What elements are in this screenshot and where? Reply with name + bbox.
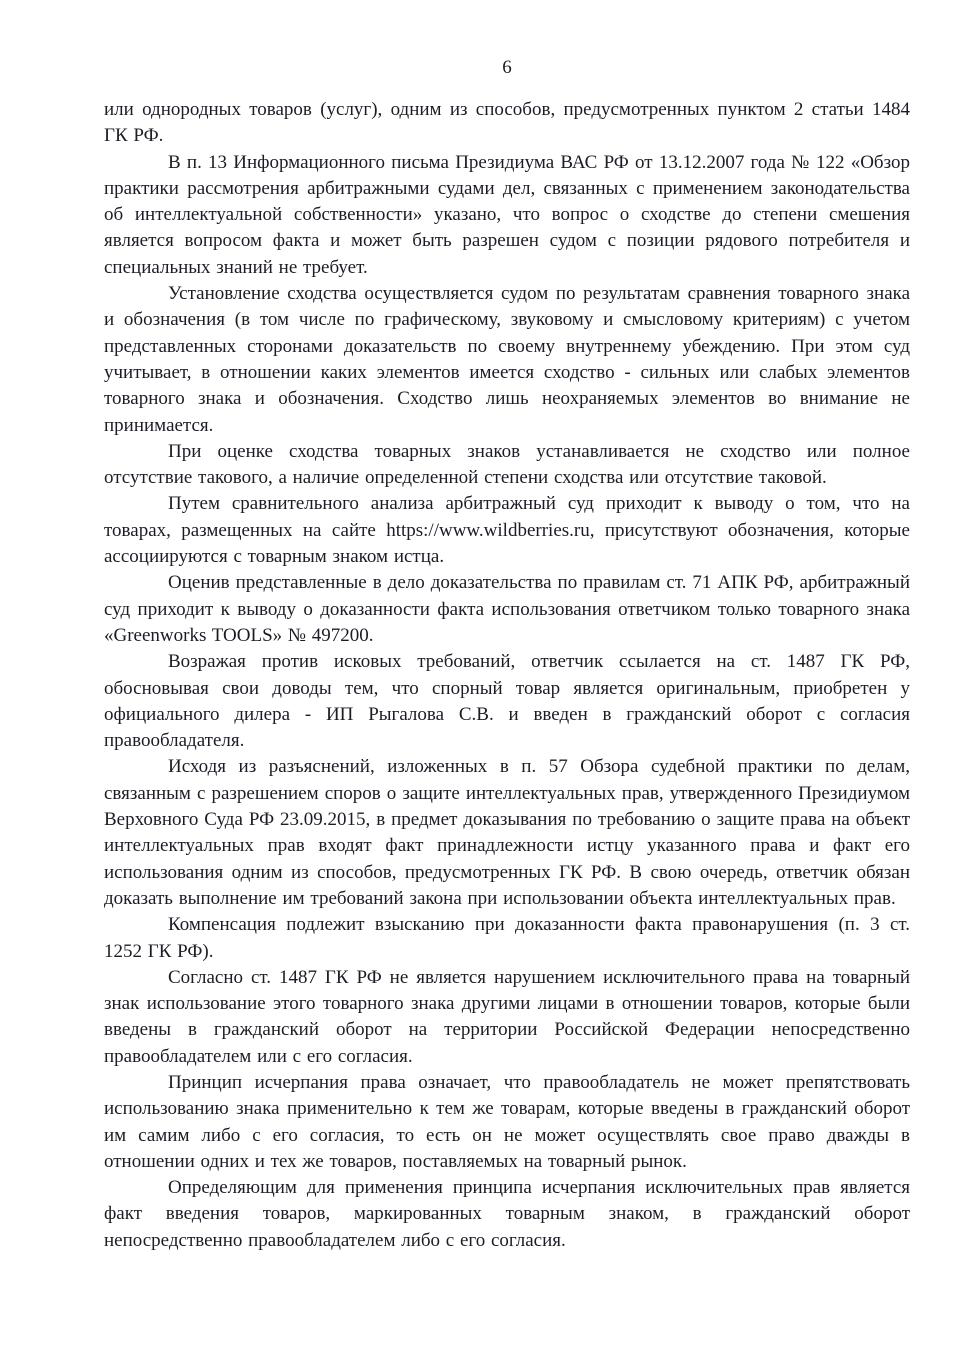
paragraph: Возражая против исковых требований, ответчик ссылается на ст. 1487 ГК РФ, обосновывая свои доводы тем, что спорный товар является оригинальным, приобретен у официального дилера - ИП Рыгалова С.В. и введен в гражданский оборот с согласия правообладателя. — [104, 651, 910, 752]
paragraph: Исходя из разъяснений, изложенных в п. 57 Обзора судебной практики по делам, связанным с разрешением споров о защите интеллектуальных прав, утвержденного Президиумом Верховного Суда РФ 23.09.2015, в предмет доказывания по требованию о защите права на объект интеллектуальных прав входят факт принадлежности истцу указанного права и факт его использования одним из способов, предусмотренных ГК РФ. В свою очередь, ответчик обязан доказать выполнение им требований закона при использовании объекта интеллектуальных прав. — [104, 756, 910, 909]
paragraph: Определяющим для применения принципа исчерпания исключительных прав является факт введения товаров, маркированных товарным знаком, в гражданский оборот непосредственно правообладателем либо с его согласия. — [104, 1177, 910, 1251]
paragraph: или однородных товаров (услуг), одним из способов, предусмотренных пунктом 2 статьи 1484 ГК РФ. — [104, 99, 910, 147]
page-number: 6 — [502, 57, 512, 78]
paragraph: Принцип исчерпания права означает, что правообладатель не может препятствовать использованию знака применительно к тем же товарам, которые введены в гражданский оборот им самим либо с его согласия, то есть он не может осуществлять свое право дважды в отношении одних и тех же товаров, поставляемых на товарный рынок. — [104, 1071, 910, 1172]
paragraph: Согласно ст. 1487 ГК РФ не является нарушением исключительного права на товарный знак использование этого товарного знака другими лицами в отношении товаров, которые были введены в гражданский оборот на территории Российской Федерации непосредственно правообладателем или с его согласия. — [104, 966, 910, 1067]
paragraph: Путем сравнительного анализа арбитражный суд приходит к выводу о том, что на товарах, размещенных на сайте https://www.wildberries.ru, присутствуют обозначения, которые ассоциируются с товарным знаком истца. — [104, 493, 910, 568]
paragraph: В п. 13 Информационного письма Президиума ВАС РФ от 13.12.2007 года № 122 «Обзор практики рассмотрения арбитражными судами дел, связанных с применением законодательства об интеллектуальной собственности» указано, что вопрос о сходстве до степени смешения является вопросом факта и может быть разрешен судом с позиции рядового потребителя и специальных знаний не требует. — [104, 151, 910, 278]
document-body — [104, 97, 910, 1254]
paragraph: Компенсация подлежит взысканию при доказанности факта правонарушения (п. 3 ст. 1252 ГК РФ). — [104, 914, 910, 962]
paragraph: Оценив представленные в дело доказательства по правилам ст. 71 АПК РФ, арбитражный суд приходит к выводу о доказанности факта использования ответчиком только товарного знака «Greenworks TOOLS» № 497200. — [104, 572, 910, 646]
paragraph: При оценке сходства товарных знаков устанавливается не сходство или полное отсутствие такового, а наличие определенной степени сходства или отсутствие таковой. — [104, 440, 910, 489]
paragraph: Установление сходства осуществляется судом по результатам сравнения товарного знака и обозначения (в том числе по графическому, звуковому и смысловому критериям) с учетом представленных сторонами доказательств по своему внутреннему убеждению. При этом суд учитывает, в отношении каких элементов имеется сходство - сильных или слабых элементов товарного знака и обозначения. Сходство лишь неохраняемых элементов во внимание не принимается. — [104, 283, 910, 436]
